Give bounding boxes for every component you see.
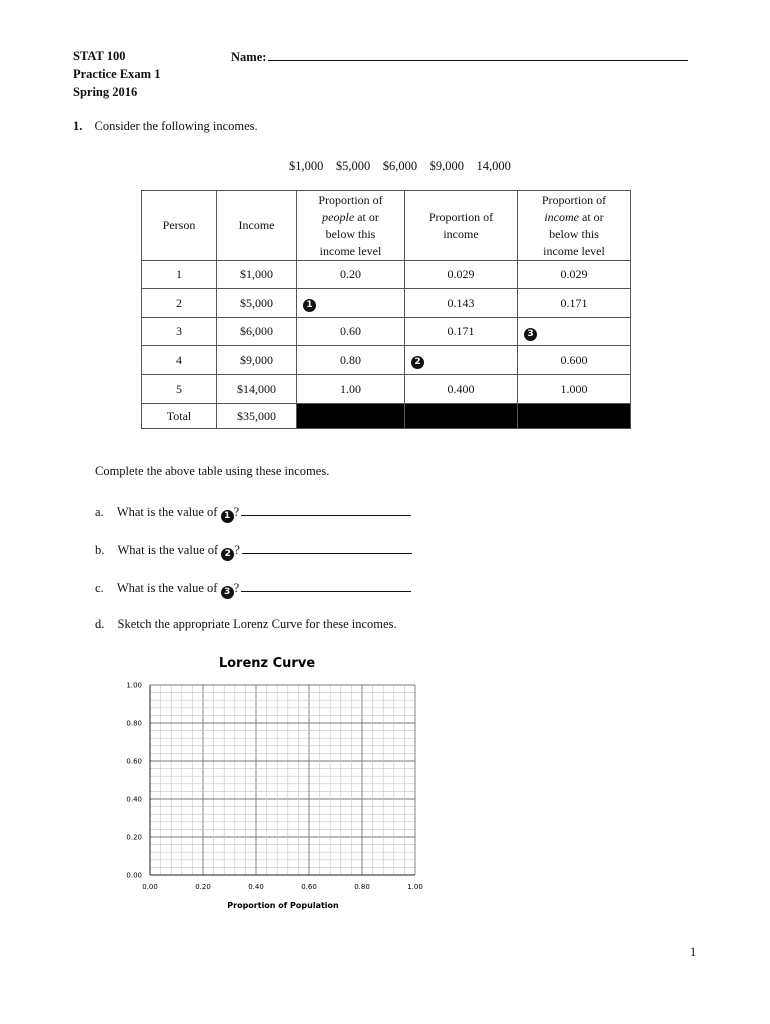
x-tick-label: 0.40 xyxy=(248,883,264,891)
chart-title: Lorenz Curve xyxy=(218,656,316,671)
y-tick-label: 0.20 xyxy=(126,833,142,842)
question-1 xyxy=(73,119,258,134)
name-label: Name: xyxy=(231,50,267,64)
header-prop-people: Proportion of people at or below this income level xyxy=(297,191,405,261)
y-tick-labels xyxy=(126,682,142,880)
cell-person: 3 xyxy=(142,318,217,346)
marker-3-icon: 3 xyxy=(524,328,537,341)
cell-prop-income: 0.171 xyxy=(405,318,518,346)
cell-prop-income: 0.143 xyxy=(405,289,518,318)
total-value: $35,000 xyxy=(217,404,297,429)
cell-income: $1,000 xyxy=(217,261,297,289)
blacked-out-cell xyxy=(518,404,631,429)
x-tick-label: 1.00 xyxy=(407,883,423,891)
header-cum-income: Proportion of income at or below this income level xyxy=(518,191,631,261)
x-tick-label: 0.80 xyxy=(354,883,370,891)
marker-2-icon: 2 xyxy=(411,356,424,369)
part-c: c. What is the value of 3 ? xyxy=(95,580,411,599)
part-d: d. Sketch the appropriate Lorenz Curve for these incomes. xyxy=(95,617,397,631)
x-tick-label: 0.20 xyxy=(195,883,211,891)
x-tick-label: 0.00 xyxy=(142,883,158,891)
marker-1-icon: 1 xyxy=(221,510,234,523)
table-header-row xyxy=(142,191,631,261)
name-blank[interactable] xyxy=(268,49,688,61)
blacked-out-cell xyxy=(405,404,518,429)
name-field[interactable] xyxy=(231,49,688,65)
incomes-list: $1,000 $5,000 $6,000 $9,000 14,000 xyxy=(289,159,511,173)
cell-prop-income: 0.029 xyxy=(405,261,518,289)
cell-cum-income: 0.600 xyxy=(518,346,631,375)
question-number: 1. xyxy=(73,119,83,133)
chart-grid xyxy=(150,685,415,875)
x-tick-label: 0.60 xyxy=(301,883,317,891)
cell-cum-income-blank[interactable] xyxy=(518,318,631,346)
marker-3-icon: 3 xyxy=(221,586,234,599)
header-prop-income: Proportion of income xyxy=(405,191,518,261)
x-axis-label: Proportion of Population xyxy=(227,901,339,910)
income-table xyxy=(141,190,631,429)
question-prompt: Consider the following incomes. xyxy=(94,119,258,133)
table-row xyxy=(142,375,631,404)
lorenz-chart[interactable] xyxy=(105,650,445,915)
cell-income: $14,000 xyxy=(217,375,297,404)
cell-prop-income-blank[interactable] xyxy=(405,346,518,375)
part-a: a. What is the value of 1 ? xyxy=(95,504,411,523)
cell-prop-people: 1.00 xyxy=(297,375,405,404)
cell-prop-people: 0.60 xyxy=(297,318,405,346)
course-title: STAT 100 xyxy=(73,49,126,63)
header-income: Income xyxy=(217,191,297,261)
marker-1-icon: 1 xyxy=(303,299,316,312)
blacked-out-cell xyxy=(297,404,405,429)
cell-prop-income: 0.400 xyxy=(405,375,518,404)
total-label: Total xyxy=(142,404,217,429)
answer-blank-c[interactable] xyxy=(241,580,411,592)
answer-blank-a[interactable] xyxy=(241,504,411,516)
table-total-row xyxy=(142,404,631,429)
exam-title: Practice Exam 1 xyxy=(73,67,161,81)
cell-person: 5 xyxy=(142,375,217,404)
y-tick-label: 0.00 xyxy=(126,871,142,880)
y-tick-label: 0.40 xyxy=(126,795,142,804)
cell-income: $5,000 xyxy=(217,289,297,318)
y-tick-label: 0.60 xyxy=(126,757,142,766)
cell-person: 2 xyxy=(142,289,217,318)
cell-income: $6,000 xyxy=(217,318,297,346)
answer-blank-b[interactable] xyxy=(242,542,412,554)
cell-income: $9,000 xyxy=(217,346,297,375)
marker-2-icon: 2 xyxy=(221,548,234,561)
cell-prop-people: 0.20 xyxy=(297,261,405,289)
cell-prop-people: 0.80 xyxy=(297,346,405,375)
term: Spring 2016 xyxy=(73,85,138,99)
table-row xyxy=(142,289,631,318)
cell-cum-income: 0.029 xyxy=(518,261,631,289)
table-row xyxy=(142,346,631,375)
table-row xyxy=(142,318,631,346)
cell-cum-income: 1.000 xyxy=(518,375,631,404)
table-row xyxy=(142,261,631,289)
cell-cum-income: 0.171 xyxy=(518,289,631,318)
instructions: Complete the above table using these incomes. xyxy=(95,464,330,478)
y-tick-label: 1.00 xyxy=(126,681,142,690)
page-number: 1 xyxy=(690,945,697,959)
header-person: Person xyxy=(142,191,217,261)
x-tick-labels xyxy=(142,883,423,891)
cell-person: 4 xyxy=(142,346,217,375)
cell-person: 1 xyxy=(142,261,217,289)
part-b: b. What is the value of 2 ? xyxy=(95,542,412,561)
cell-prop-people-blank[interactable] xyxy=(297,289,405,318)
y-tick-label: 0.80 xyxy=(126,719,142,728)
